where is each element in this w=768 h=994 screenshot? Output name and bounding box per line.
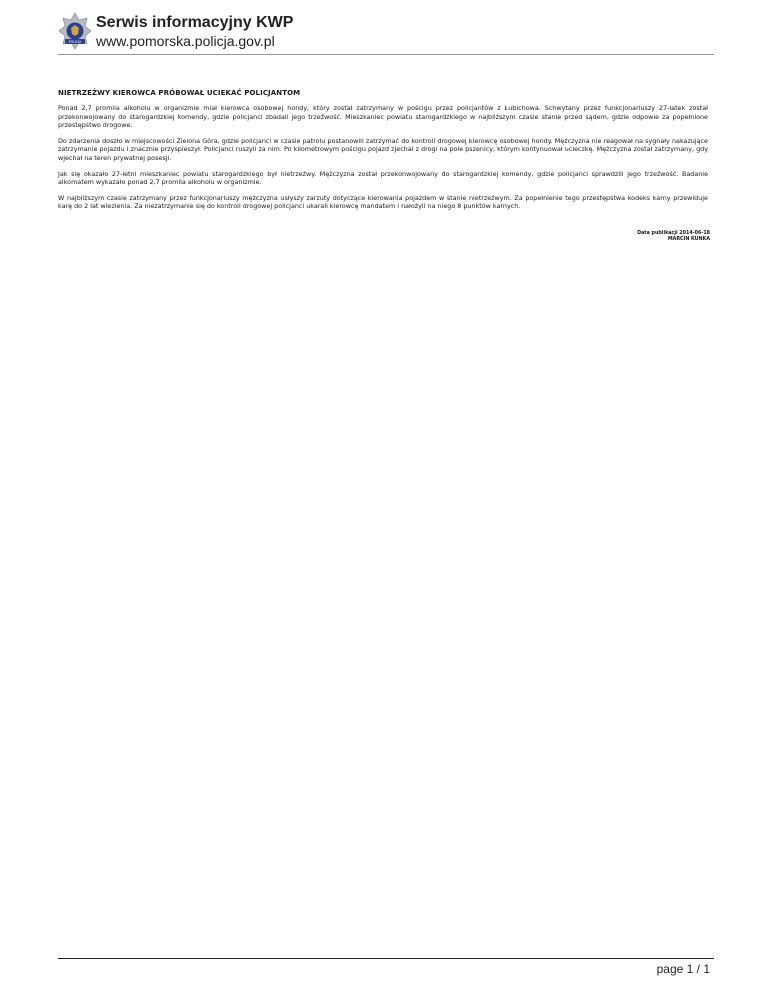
article-paragraph: W najbliższym czasie zatrzymany przez funkcjonariuszy mężczyzna usłyszy zarzuty dotyczące kierowania pojazdem w stanie nietrzeźwym. Za popełnienie tego przestępstwa kodeks karny przewiduje karę do 2 lat wiezienia. Za niezatrzymanie się do kontroli drogowej policjanci ukarali kierowcę mandatem i nałożyli na niego 8 punktów karnych. [58,193,708,211]
article [58,89,708,218]
article-paragraph: Ponad 2,7 promila alkoholu w organizmie miał kierowca osobowej hondy, który został zatrzymany w pościgu przez policjantów z Łubichowa. Schwytany przez funkcjonariuszy 27-latek został przekonwojowany do starogardzkiej komendy, gdzie policjanci zbadali jego trzeźwość. Mieszkaniec powiatu starogardzkiego w najbliższym czasie stanie przed sądem, gdzie odpowie za popełnione przestępstwo drogowe. [58,104,708,130]
site-title: Serwis informacyjny KWP [96,14,294,31]
site-header [58,12,714,56]
article-paragraph: Jak się okazało 27-letni mieszkaniec powiatu starogardzkiego był nietrzeźwy. Mężczyzna został przekonwojowany do starogardzkiej komendy, gdzie policjanci sprawdzili jego trzeźwość. Badanie alkomatem wykazało ponad 2,7 promila alkoholu w organizmie. [58,169,708,187]
footer-divider [58,958,714,959]
publication-date: Data publikacji 2014-06-18 [637,231,710,236]
police-star-badge-icon [58,12,92,54]
page-number: page 1 / 1 [656,962,710,976]
article-author: MARCIN KUNKA [667,237,710,242]
header-divider [58,54,714,55]
badge-text: POLICJA [68,40,82,44]
article-meta [637,231,710,243]
article-title: NIETRZEŹWY KIEROWCA PRÓBOWAŁ UCIEKAĆ POLICJANTOM [58,89,301,97]
article-paragraph: Do zdarzenia doszło w miejscowości Zielona Góra, gdzie policjanci w czasie patrolu postanowili zatrzymać do kontroli drogowej kierowcę osobowej hondy. Mężczyzna nie reagował na sygnały nakazujące zatrzymanie pojazdu i znacznie przyspieszył. Policjanci ruszyli za nim. Po kilometrowym pościgu pojazd zjechał z drogi na pole pszenicy, którym kontynuował ucieczkę. Mężczyzna został zatrzymany, gdy wjechał na teren prywatnej posesji. [58,136,708,162]
site-url[interactable]: www.pomorska.policja.gov.pl [96,33,275,49]
